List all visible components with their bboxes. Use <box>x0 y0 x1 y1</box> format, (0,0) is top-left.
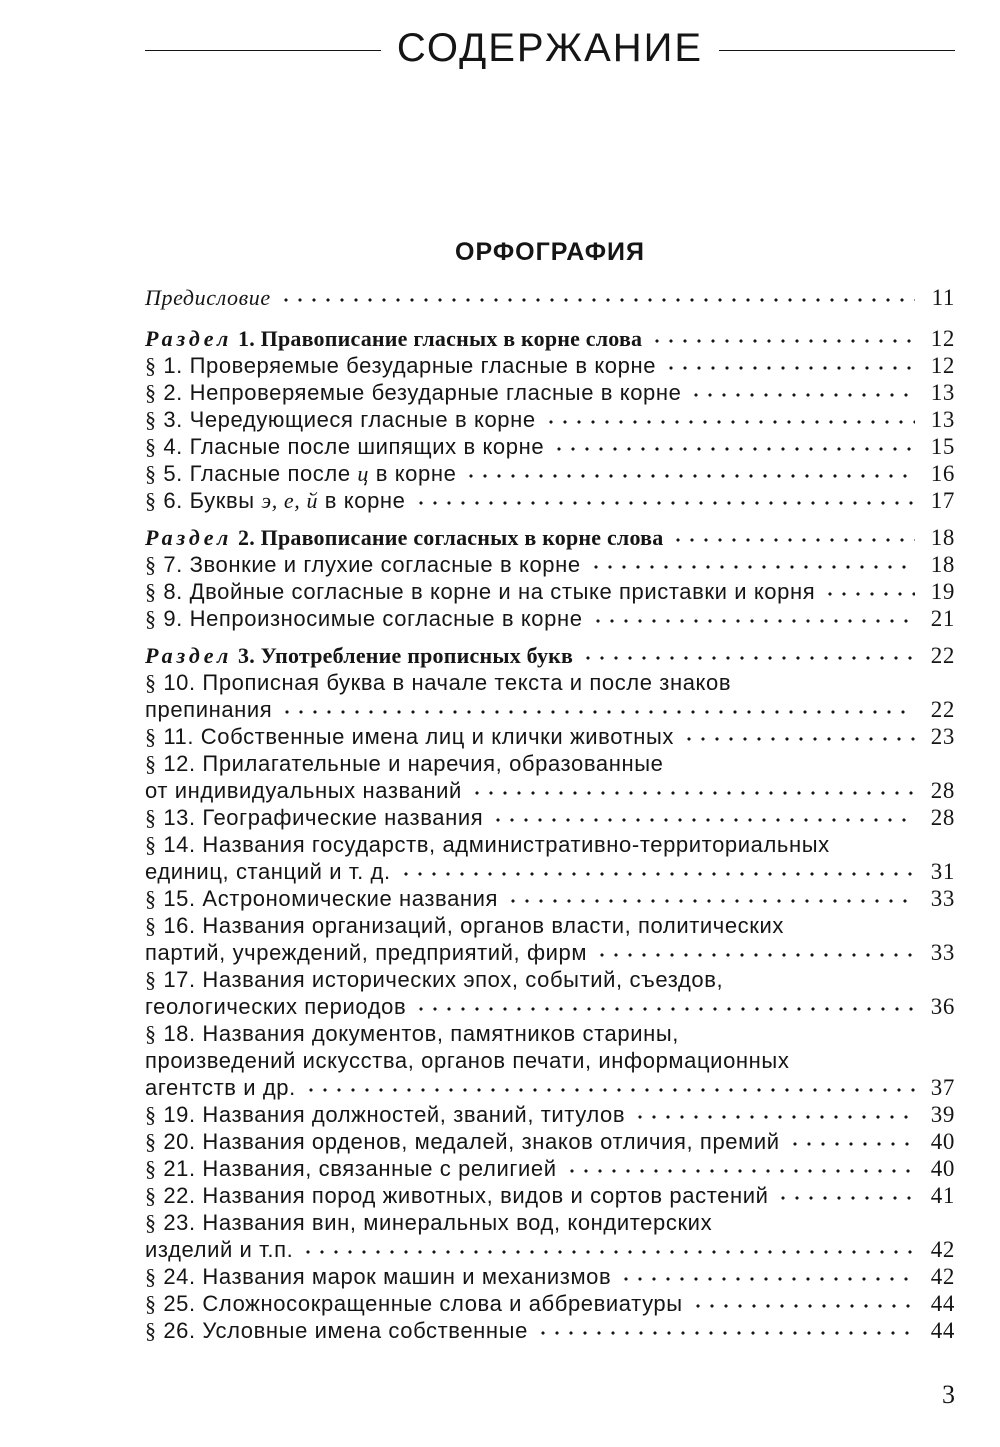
paragraph-entry[interactable] <box>145 1020 955 1101</box>
paragraph-entry[interactable] <box>145 831 955 885</box>
dot-leader <box>589 562 915 572</box>
section-number: 1. <box>238 326 255 351</box>
paragraph-entry[interactable] <box>145 578 955 605</box>
entry-text: 1. Проверяемые безударные гласные в корне <box>163 353 657 378</box>
entry-text: препинания <box>145 697 273 722</box>
dot-leader <box>776 1193 915 1203</box>
page-number-ref: 19 <box>930 579 955 604</box>
dot-leader <box>464 471 915 481</box>
toc-line <box>145 325 955 352</box>
toc-line <box>145 723 955 750</box>
page-number-ref: 42 <box>930 1237 955 1262</box>
entry-title <box>145 723 674 750</box>
paragraph-entry[interactable] <box>145 460 955 487</box>
entry-title <box>145 487 406 514</box>
entry-title <box>145 1101 625 1128</box>
entry-title <box>145 433 544 460</box>
entry-text: 8. Двойные согласные в корне и на стыке приставки и корня <box>163 579 816 604</box>
section-sign: § <box>145 805 157 830</box>
paragraph-entry[interactable] <box>145 1101 955 1128</box>
entry-title <box>145 379 681 406</box>
page-number-ref: 22 <box>930 643 955 668</box>
entry-title <box>145 1317 528 1344</box>
page-number-ref: 31 <box>930 859 955 884</box>
paragraph-entry[interactable] <box>145 804 955 831</box>
entry-title <box>145 1021 679 1046</box>
page-number-ref: 42 <box>930 1264 955 1289</box>
dot-leader <box>506 896 915 906</box>
section-sign: § <box>145 670 157 695</box>
paragraph-entry[interactable] <box>145 487 955 514</box>
section-heading[interactable] <box>145 325 955 352</box>
section-title-text: Употребление прописных букв <box>260 643 574 668</box>
page-number-ref: 39 <box>930 1102 955 1127</box>
text-line <box>145 912 955 939</box>
page-number-ref: 16 <box>930 461 955 486</box>
section-sign: § <box>145 751 157 776</box>
part-title: ОРФОГРАФИЯ <box>455 238 645 266</box>
page-number-ref: 37 <box>930 1075 955 1100</box>
page-number-ref: 18 <box>930 552 955 577</box>
entry-title <box>145 406 536 433</box>
section-sign: § <box>145 552 157 577</box>
page-number-ref: 11 <box>931 285 955 310</box>
italic-letters: ц <box>357 461 369 486</box>
entry-text: 6. Буквы <box>163 488 262 513</box>
text-line <box>145 831 955 858</box>
toc-line <box>145 1236 955 1263</box>
page-number-ref: 33 <box>930 940 955 965</box>
section-word: Раздел <box>145 525 233 550</box>
toc-line <box>145 1263 955 1290</box>
section-sign: § <box>145 1102 157 1127</box>
entry-title <box>145 352 656 379</box>
section-title <box>145 524 663 551</box>
section-sign: § <box>145 1264 157 1289</box>
entry-title <box>145 1074 296 1101</box>
section-sign: § <box>145 579 157 604</box>
entry-text: 24. Названия марок машин и механизмов <box>163 1264 612 1289</box>
dot-leader <box>671 535 915 545</box>
entry-title <box>145 1182 768 1209</box>
entry-title <box>145 1263 611 1290</box>
section-sign: § <box>145 1156 157 1181</box>
paragraph-entry[interactable] <box>145 433 955 460</box>
toc-line <box>145 1128 955 1155</box>
paragraph-entry[interactable] <box>145 723 955 750</box>
entry-text: 7. Звонкие и глухие согласные в корне <box>163 552 581 577</box>
dot-leader <box>301 1247 915 1257</box>
page-number-ref: 18 <box>930 525 955 550</box>
dot-leader <box>279 295 915 305</box>
toc-line <box>145 551 955 578</box>
paragraph-entry[interactable] <box>145 669 955 723</box>
entry-text: агентств и др. <box>145 1075 296 1100</box>
paragraph-entry[interactable] <box>145 1128 955 1155</box>
paragraph-entry[interactable] <box>145 1155 955 1182</box>
section-sign: § <box>145 913 157 938</box>
toc-line <box>145 1074 955 1101</box>
entry-title <box>145 1236 293 1263</box>
entry-title <box>145 605 583 632</box>
paragraph-entry[interactable] <box>145 885 955 912</box>
page-number-ref: 40 <box>930 1156 955 1181</box>
toc-line <box>145 433 955 460</box>
section-title <box>145 325 642 352</box>
page-number: 3 <box>942 1380 955 1409</box>
toc-line <box>145 777 955 804</box>
paragraph-entry[interactable] <box>145 1182 955 1209</box>
spacer <box>145 311 955 325</box>
entry-text: произведений искусства, органов печати, информационных <box>145 1048 790 1073</box>
section-title-text: Правописание согласных в корне слова <box>260 525 664 550</box>
entry-text: в корне <box>369 461 457 486</box>
section-sign: § <box>145 380 157 405</box>
entry-text: 19. Названия должностей, званий, титулов <box>163 1102 626 1127</box>
toc-line <box>145 524 955 551</box>
paragraph-entry[interactable] <box>145 1290 955 1317</box>
preface-label: Предисловие <box>145 285 271 310</box>
text-line <box>145 1020 955 1047</box>
dot-leader <box>304 1085 915 1095</box>
italic-letters: э, е, й <box>261 488 319 513</box>
entry-text: в корне <box>318 488 406 513</box>
entry-title <box>145 696 272 723</box>
page-title: СОДЕРЖАНИЕ <box>396 25 704 70</box>
section-sign: § <box>145 1318 157 1343</box>
entry-text: 16. Названия организаций, органов власти, политических <box>163 913 784 938</box>
dot-leader <box>414 1004 915 1014</box>
section-sign: § <box>145 1021 157 1046</box>
toc-line <box>145 379 955 406</box>
section-sign: § <box>145 1183 157 1208</box>
entry-title <box>145 777 462 804</box>
page-number-ref: 13 <box>930 380 955 405</box>
dot-leader <box>544 417 915 427</box>
toc-line <box>145 1101 955 1128</box>
spacer <box>145 632 955 642</box>
entry-text: 20. Названия орденов, медалей, знаков отличия, премий <box>163 1129 780 1154</box>
page-number-ref: 12 <box>930 353 955 378</box>
page-number-ref: 23 <box>930 724 955 749</box>
entry-text: 11. Собственные имена лиц и клички животных <box>163 724 674 749</box>
dot-leader <box>552 444 915 454</box>
text-line <box>145 1047 955 1074</box>
entry-text: 4. Гласные после шипящих в корне <box>163 434 545 459</box>
entry-title <box>145 1128 780 1155</box>
dot-leader <box>414 498 915 508</box>
dot-leader <box>470 788 915 798</box>
entry-title <box>145 751 663 776</box>
entry-title <box>145 578 815 605</box>
toc-entry-preface[interactable] <box>145 284 955 311</box>
section-heading[interactable] <box>145 524 955 551</box>
section-sign: § <box>145 488 157 513</box>
entry-title <box>145 913 784 938</box>
section-word: Раздел <box>145 643 233 668</box>
entry-title <box>145 460 456 487</box>
entry-text: геологических периодов <box>145 994 407 1019</box>
entry-title <box>145 939 587 966</box>
page-number-ref: 36 <box>930 994 955 1019</box>
paragraph-entry[interactable] <box>145 605 955 632</box>
entry-text: 22. Названия пород животных, видов и сортов растений <box>163 1183 769 1208</box>
toc-line <box>145 284 955 311</box>
paragraph-entry[interactable] <box>145 352 955 379</box>
entry-title <box>145 885 498 912</box>
dot-leader <box>633 1112 915 1122</box>
dot-leader <box>788 1139 915 1149</box>
toc-line <box>145 1182 955 1209</box>
dot-leader <box>650 336 915 346</box>
entry-text: 26. Условные имена собственные <box>163 1318 528 1343</box>
page-number-ref: 41 <box>930 1183 955 1208</box>
paragraph-entry[interactable] <box>145 551 955 578</box>
text-line <box>145 750 955 777</box>
section-number: 2. <box>238 525 255 550</box>
toc-line <box>145 1155 955 1182</box>
header-rule-right <box>719 50 955 51</box>
page-header <box>145 18 955 78</box>
toc-line <box>145 460 955 487</box>
paragraph-entry[interactable] <box>145 912 955 966</box>
toc-line <box>145 1317 955 1344</box>
dot-leader <box>664 363 915 373</box>
paragraph-entry[interactable] <box>145 1209 955 1263</box>
page-number-ref: 28 <box>930 778 955 803</box>
entry-text: 21. Названия, связанные с религией <box>163 1156 557 1181</box>
toc-line <box>145 804 955 831</box>
page-number-ref: 44 <box>930 1318 955 1343</box>
entry-text: 25. Сложносокращенные слова и аббревиатуры <box>163 1291 683 1316</box>
page-number-ref: 33 <box>930 886 955 911</box>
section-sign: § <box>145 1129 157 1154</box>
toc-line <box>145 352 955 379</box>
page-number-ref: 13 <box>930 407 955 432</box>
entry-title <box>145 1210 712 1235</box>
section-sign: § <box>145 353 157 378</box>
entry-title <box>145 1290 683 1317</box>
page-number-ref: 21 <box>930 606 955 631</box>
page-number-ref: 40 <box>930 1129 955 1154</box>
paragraph-entry[interactable] <box>145 1263 955 1290</box>
section-sign: § <box>145 1291 157 1316</box>
toc-line <box>145 487 955 514</box>
section-number: 3. <box>238 643 255 668</box>
entry-text: 13. Географические названия <box>163 805 484 830</box>
spacer <box>145 514 955 524</box>
dot-leader <box>689 390 915 400</box>
dot-leader <box>581 653 915 663</box>
entry-text: 17. Названия исторических эпох, событий, съездов, <box>163 967 724 992</box>
dot-leader <box>823 589 915 599</box>
dot-leader <box>591 616 915 626</box>
text-line <box>145 669 955 696</box>
paragraph-entry[interactable] <box>145 1317 955 1344</box>
entry-title <box>145 804 483 831</box>
section-sign: § <box>145 606 157 631</box>
table-of-contents <box>145 284 955 1344</box>
entry-title <box>145 858 391 885</box>
entry-text: единиц, станций и т. д. <box>145 859 391 884</box>
dot-leader <box>280 707 915 717</box>
entry-title <box>145 551 581 578</box>
section-sign: § <box>145 407 157 432</box>
page-number-ref: 15 <box>930 434 955 459</box>
section-sign: § <box>145 461 157 486</box>
text-line <box>145 966 955 993</box>
entry-text: 5. Гласные после <box>163 461 358 486</box>
entry-title <box>145 967 723 992</box>
section-sign: § <box>145 886 157 911</box>
dot-leader <box>691 1301 915 1311</box>
entry-title <box>145 832 830 857</box>
dot-leader <box>491 815 915 825</box>
section-sign: § <box>145 434 157 459</box>
entry-text: 2. Непроверяемые безударные гласные в корне <box>163 380 682 405</box>
page-number-ref: 17 <box>930 488 955 513</box>
toc-line <box>145 858 955 885</box>
entry-text: 15. Астрономические названия <box>163 886 499 911</box>
paragraph-entry[interactable] <box>145 750 955 804</box>
dot-leader <box>399 869 915 879</box>
page-number-ref: 44 <box>930 1291 955 1316</box>
page-number-ref: 22 <box>930 697 955 722</box>
entry-text: партий, учреждений, предприятий, фирм <box>145 940 588 965</box>
entry-text: изделий и т.п. <box>145 1237 294 1262</box>
dot-leader <box>682 734 915 744</box>
section-title <box>145 642 573 669</box>
section-sign: § <box>145 724 157 749</box>
entry-text: 10. Прописная буква в начале текста и после знаков <box>163 670 732 695</box>
section-heading[interactable] <box>145 642 955 669</box>
entry-text: 3. Чередующиеся гласные в корне <box>163 407 536 432</box>
dot-leader <box>565 1166 915 1176</box>
toc-line <box>145 993 955 1020</box>
dot-leader <box>595 950 915 960</box>
paragraph-entry[interactable] <box>145 379 955 406</box>
section-word: Раздел <box>145 326 233 351</box>
toc-line <box>145 642 955 669</box>
entry-text: от индивидуальных названий <box>145 778 462 803</box>
entry-title <box>145 993 406 1020</box>
entry-title <box>145 1048 789 1073</box>
entry-title <box>145 670 731 695</box>
section-title-text: Правописание гласных в корне слова <box>260 326 643 351</box>
toc-line <box>145 406 955 433</box>
header-rule-left <box>145 50 381 51</box>
entry-text: 23. Названия вин, минеральных вод, кондитерских <box>163 1210 713 1235</box>
toc-line <box>145 696 955 723</box>
section-sign: § <box>145 1210 157 1235</box>
section-sign: § <box>145 967 157 992</box>
entry-title <box>145 1155 557 1182</box>
paragraph-entry[interactable] <box>145 406 955 433</box>
page-number-ref: 12 <box>930 326 955 351</box>
dot-leader <box>619 1274 915 1284</box>
toc-line <box>145 605 955 632</box>
entry-text: 14. Названия государств, административно-территориальных <box>163 832 830 857</box>
page-number-ref: 28 <box>930 805 955 830</box>
entry-text: 12. Прилагательные и наречия, образованные <box>163 751 664 776</box>
section-sign: § <box>145 832 157 857</box>
paragraph-entry[interactable] <box>145 966 955 1020</box>
toc-line <box>145 885 955 912</box>
toc-line <box>145 939 955 966</box>
entry-text: 18. Названия документов, памятников старины, <box>163 1021 679 1046</box>
toc-line <box>145 578 955 605</box>
text-line <box>145 1209 955 1236</box>
toc-line <box>145 1290 955 1317</box>
entry-text: 9. Непроизносимые согласные в корне <box>163 606 583 631</box>
dot-leader <box>536 1328 915 1338</box>
